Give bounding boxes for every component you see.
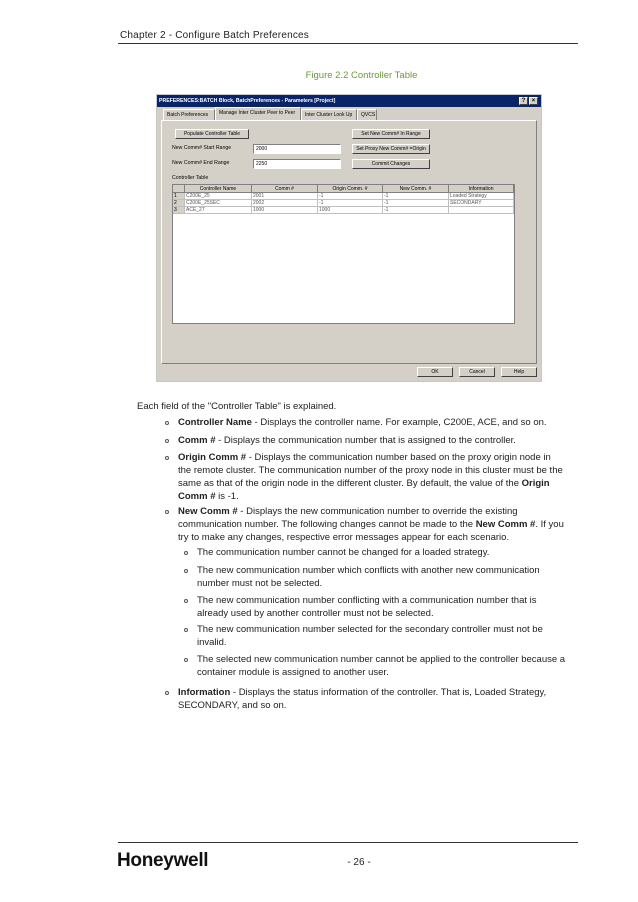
bullet-icon: [184, 599, 188, 603]
close-icon[interactable]: ×: [529, 97, 538, 105]
row-number[interactable]: 1: [173, 193, 185, 200]
controller-table[interactable]: [172, 184, 515, 324]
set-proxy-comm-button[interactable]: Set Proxy New Comm# =Origin: [352, 144, 430, 154]
header-rule: [118, 43, 578, 44]
tab-qvcs[interactable]: QVCS: [357, 109, 377, 120]
cancel-button[interactable]: Cancel: [459, 367, 495, 377]
col-controller-name[interactable]: Controller Name: [185, 185, 252, 193]
bullet-icon: [184, 551, 188, 555]
start-range-input[interactable]: 2000: [253, 144, 341, 154]
cell-comm[interactable]: 1000: [252, 207, 318, 214]
bullet-icon: [165, 421, 169, 425]
bullet-icon: [165, 691, 169, 695]
populate-controller-table-button[interactable]: Populate Controller Table: [175, 129, 249, 139]
help-button[interactable]: Help: [501, 367, 537, 377]
row-number[interactable]: 2: [173, 200, 185, 207]
figure-caption: Figure 2.2 Controller Table: [305, 70, 418, 81]
tab-panel: [161, 120, 537, 364]
end-range-label: New Comm# End Range: [172, 160, 230, 166]
commit-changes-button[interactable]: Commit Changes: [352, 159, 430, 169]
col-information[interactable]: Information: [449, 185, 514, 193]
list-item: Comm # - Displays the communication number that is assigned to the controller.: [165, 434, 565, 447]
cell-origin-comm[interactable]: -1: [318, 193, 383, 200]
row-number[interactable]: 3: [173, 207, 185, 214]
tab-batch-preferences[interactable]: Batch Preferences: [163, 109, 215, 120]
col-comm[interactable]: Comm #: [252, 185, 318, 193]
help-icon[interactable]: ?: [519, 97, 528, 105]
tab-manage-inter-cluster[interactable]: Manage Inter Cluster Peer to Peer: [215, 107, 301, 120]
list-item: New Comm # - Displays the new communication number to override the existing communication number. The following changes cannot be made to the New Comm #. If you try to make any changes, respective error messages appear for each scenario.: [165, 505, 565, 544]
bullet-icon: [165, 439, 169, 443]
bullet-icon: [165, 456, 169, 460]
cell-new-comm[interactable]: -1: [383, 193, 449, 200]
row-header-corner: [173, 185, 185, 193]
ok-button[interactable]: OK: [417, 367, 453, 377]
cell-information[interactable]: SECONDARY: [449, 200, 514, 207]
sub-list-item: The selected new communication number cannot be applied to the controller because a container module is assigned to another user.: [184, 653, 566, 679]
col-new-comm[interactable]: New Comm. #: [383, 185, 449, 193]
cell-new-comm[interactable]: -1: [383, 207, 449, 214]
honeywell-logo: Honeywell: [117, 850, 209, 871]
intro-text: Each field of the "Controller Table" is explained.: [137, 401, 337, 412]
end-range-input[interactable]: 2250: [253, 159, 341, 169]
dialog-screenshot: [156, 94, 542, 382]
cell-new-comm[interactable]: -1: [383, 200, 449, 207]
tab-inter-cluster-look-up[interactable]: Inter Cluster Look Up: [301, 109, 357, 120]
sub-list-item: The communication number cannot be changed for a loaded strategy.: [184, 546, 566, 559]
cell-information[interactable]: Loaded Strategy: [449, 193, 514, 200]
cell-comm[interactable]: 2001: [252, 193, 318, 200]
footer-rule: [118, 842, 578, 843]
bullet-icon: [165, 510, 169, 514]
cell-information[interactable]: [449, 207, 514, 214]
cell-controller-name[interactable]: ACE_27: [185, 207, 252, 214]
dialog-title: PREFERENCES:BATCH Block, BatchPreferences - Parameters [Project]: [157, 95, 541, 107]
controller-table-label: Controller Table: [172, 175, 209, 181]
sub-list-item: The new communication number conflicting with a communication number that is already used by another controller must not be selected.: [184, 594, 566, 620]
bullet-icon: [184, 658, 188, 662]
page-number: - 26 -: [347, 857, 371, 868]
sub-list-item: The new communication number selected for the secondary controller must not be invalid.: [184, 623, 566, 649]
sub-list-item: The new communication number which conflicts with another new communication number must not be selected.: [184, 564, 566, 590]
bullet-icon: [184, 628, 188, 632]
list-item: Origin Comm # - Displays the communication number based on the proxy origin node in the remote cluster. The communication number of the proxy node in this cluster must be the same as that of the origin node in the different cluster. By default, the value of the Origin Comm # is -1.: [165, 451, 565, 503]
list-item: Information - Displays the status information of the controller. That is, Loaded Strategy, SECONDARY, and so on.: [165, 686, 565, 712]
list-item: Controller Name - Displays the controller name. For example, C200E, ACE, and so on.: [165, 416, 565, 429]
cell-origin-comm[interactable]: -1: [318, 200, 383, 207]
cell-controller-name[interactable]: C200E_25: [185, 193, 252, 200]
start-range-label: New Comm# Start Range: [172, 145, 232, 151]
col-origin-comm[interactable]: Origin Comm. #: [318, 185, 383, 193]
cell-comm[interactable]: 2002: [252, 200, 318, 207]
cell-origin-comm[interactable]: 1000: [318, 207, 383, 214]
chapter-title: Chapter 2 - Configure Batch Preferences: [120, 30, 310, 41]
cell-controller-name[interactable]: C200E_25SEC: [185, 200, 252, 207]
set-new-comm-button[interactable]: Set New Comm# In Range: [352, 129, 430, 139]
bullet-icon: [184, 569, 188, 573]
